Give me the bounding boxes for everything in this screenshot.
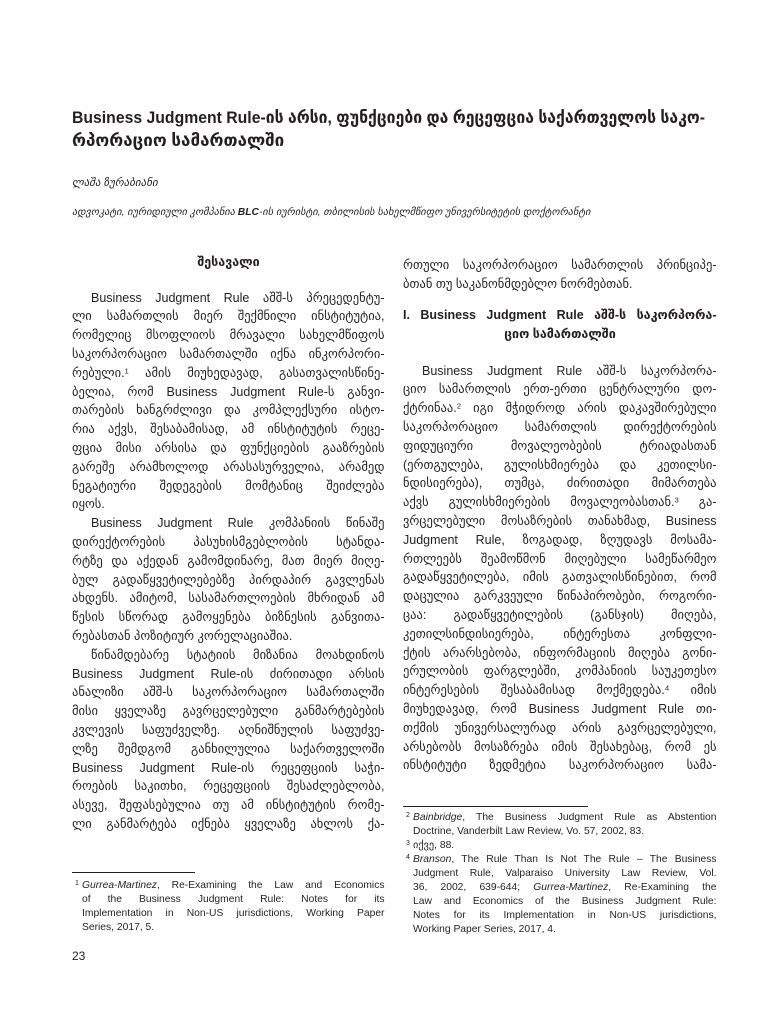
body-line: Business Judgment Rule კომპანიის წინაშე <box>91 516 385 531</box>
footnote-line: 36, 2002, 639-644; Gurrea-Martinez, Re-Examining the <box>413 882 717 893</box>
body-line: ლი განმარტება იქნება ყველაზე ახლოს ქა- <box>72 816 385 831</box>
author-affiliation: ადვოკატი, იურიდიული კომპანია BLC-ის იურისტი, თბილისის სახელმწიფო უნივერსიტეტის დოქტორანტი <box>72 207 591 218</box>
footnote-line: Law and Economics of the Business Judgment Rule: <box>413 896 717 907</box>
footnote-reference: 1 <box>124 366 129 376</box>
body-line: ბელია, რომ Business Judgment Rule-ს განვი- <box>72 384 385 399</box>
body-line: ფიდუციური მოვალეობების ტრიადასთან <box>403 438 717 453</box>
body-line: მისი ყველაზე გავრცელებული განმარტებების <box>72 704 385 719</box>
footnote-line: 4 Branson, The Rule Than Is Not The Rule – The Business <box>403 853 717 867</box>
author-name: ლაშა ზურაბიანი <box>72 177 158 189</box>
footnote-line: 3 იქვე, 88. <box>403 839 717 853</box>
body-line: როების საკითხი, რეცეფციის შესაძლებლობა, <box>72 779 385 794</box>
body-line: გარეშე არამხოლოდ არასასურველია, არამედ <box>72 459 385 474</box>
footnote-separator <box>403 806 588 807</box>
body-line: ქტრინაა.$^2$ იგი მჭიდროდ არის დაკავშირებული <box>403 401 717 416</box>
footnote-number: 4 <box>406 854 410 861</box>
body-line: ბთან თუ საკანონმდებლო ნორმებთან. <box>403 276 633 291</box>
body-line: კვლევის საფუძველზე. აღნიშნულის საფუძვე- <box>72 722 385 737</box>
body-line: ლზე შემდგომ განხილულია საქართველოში <box>72 741 385 756</box>
body-line: რია აქვს, შესაბამისად, ამ ინსტიტუტის რეცე- <box>72 422 385 437</box>
body-line: რებასთან პოზიტიურ კორელაციაშია. <box>72 628 293 643</box>
body-line: აქვს გულისხმიერების მოვალეობასთან.$^3$ გა- <box>403 495 717 510</box>
body-line: რომელიც მსოფლიოს მრავალი სახელმწიფოს <box>72 328 385 343</box>
body-line: ინტერესების შესაბამისად მოქმედება.$^4$ იმის <box>403 683 717 698</box>
body-line: Business Judgment Rule აშშ-ს პრეცედენტუ- <box>91 290 385 305</box>
body-line: დირექტორების პასუხისმგებლობის სტანდა- <box>72 534 385 549</box>
body-line: ერულობის ფარგლებში, კომპანიის საუკეთესო <box>403 664 717 679</box>
footnote-line: Judgment Rule, Valparaiso University Law Review, Vol. <box>413 868 717 879</box>
footnote-number: 1 <box>75 880 79 887</box>
body-line: მიუხედავად, რომ Business Judgment Rule თი- <box>403 701 717 716</box>
body-line: რტზე და აქედან გამომდინარე, მათ მიერ მიღე- <box>72 553 385 568</box>
body-line: Business Judgment Rule-ის ძირითადი არსის <box>72 666 385 681</box>
body-line: ციო სამართლის ერთ-ერთი ცენტრალური დო- <box>403 382 717 397</box>
body-line: დაცულია გარკვეული წინაპირობები, როგორი- <box>403 589 717 604</box>
body-line: ნეგატიური შედეგების მომტანიც შეიძლება <box>72 478 385 493</box>
page-number: 23 <box>72 949 86 963</box>
footnotes-right <box>403 811 717 937</box>
body-line: რებული.$^1$ ამის მიუხედავად, გასათვალისწინე- <box>72 365 385 380</box>
body-line: ვრცელებული მოსაზრების თანახმად, Business <box>403 513 717 528</box>
footnote-reference: 4 <box>664 683 670 693</box>
heading-line: ციო სამართალში <box>504 326 616 341</box>
body-line: საკორპორაციო სამართლის დირექტორების <box>403 419 717 434</box>
body-line: თარების ხანგრძლივი და კომპლექსური ისტო- <box>72 403 385 418</box>
footnote-line: Implementation in Non-US jurisdictions, Working Paper <box>82 908 385 919</box>
footnotes-left <box>72 879 385 935</box>
body-line: წინამდებარე სტატიის მიზანია მოახდინოს <box>91 647 385 662</box>
footnote-line: 2 Bainbridge, The Business Judgment Rule as Abstention <box>403 811 717 825</box>
body-line: კეთილსინდისიერება, ინტერესთა კონფლი- <box>403 626 717 641</box>
body-line: ლი სამართლის მიერ შექმნილი ინსტიტუტია, <box>72 309 385 324</box>
body-line: გადაწყვეტილება, იმის გათვალისწინებით, რომ <box>403 570 717 585</box>
body-line: ანალიზი აშშ-ს საკორპორაციო სამართალში <box>72 685 385 700</box>
body-line: ნდისიერება), თუმცა, ძირითადი მიმართება <box>403 476 717 491</box>
body-line: Judgment Rule, ზოგადად, ზღუდავს მოსამა- <box>403 532 717 547</box>
left-column-body <box>72 289 385 834</box>
body-line: ახდენს. ამიტომ, სასამართლოების მხრიდან ამ <box>72 591 385 606</box>
body-line: ცაა: გადაწყვეტილების (განსჯის) მიღება, <box>403 607 717 622</box>
body-line: საკორპორაციო სამართალში იქნა ინკორპორი- <box>72 346 385 361</box>
body-line: Business Judgment Rule-ის რეცეფციის საჭი- <box>72 760 385 775</box>
footnote-line: Series, 2017, 5. <box>82 922 155 933</box>
footnote-line: Working Paper Series, 2017, 4. <box>413 924 556 935</box>
section-heading-1 <box>403 306 717 344</box>
title-line: Business Judgment Rule-ის არსი, ფუნქციები და რეცეფცია საქართველოს საკო- <box>72 108 705 127</box>
body-line: წესის სწორად გამოყენება ბიზნესის განვითა- <box>72 610 385 625</box>
footnote-line: 1 Gurrea-Martinez, Re-Examining the Law and Economics <box>72 879 385 893</box>
body-line: Business Judgment Rule აშშ-ს საკორპორა- <box>422 363 717 378</box>
heading-line: I. Business Judgment Rule აშშ-ს საკორპორა- <box>403 308 717 322</box>
title-line: რპორაციო სამართალში <box>72 131 285 150</box>
footnote-line: of the Business Judgment Rule: Notes for its <box>82 894 385 905</box>
body-line: ფცია მისი არსისა და ფუნქციების გააზრების <box>72 440 385 455</box>
article-title <box>72 106 705 152</box>
footnote-number: 2 <box>406 812 410 819</box>
body-line: ინსტიტუტი ზედმეტია საკორპორაციო სამა- <box>403 758 717 773</box>
footnote-reference: 2 <box>456 401 462 411</box>
body-line: რთლეებს შეამოწმონ მიღებული სამეწარმეო <box>403 551 717 566</box>
body-line: ქტის არარსებობა, ინფორმაციის მიღება გონი- <box>403 645 717 660</box>
body-line: (ერთგულება, გულისხმიერება და კეთილსი- <box>403 457 717 472</box>
footnote-separator <box>72 872 195 873</box>
body-line: რთული საკორპორაციო სამართლის პრინციპე- <box>403 258 717 272</box>
footnote-reference: 3 <box>674 495 679 505</box>
body-line: ასევე, შეფასებულია თუ ამ ინსტიტუტის რომე- <box>72 798 385 813</box>
body-line: იყოს. <box>72 497 105 512</box>
body-line: ბულ გადაწყვეტილებებზე პირდაპირ გავლენას <box>72 572 385 587</box>
footnote-line: Notes for its Implementation in Non-US jurisdictions, <box>413 910 717 921</box>
body-line: თქმის უნივერსალურად არის გავრცელებული, <box>403 720 717 735</box>
footnote-line: Doctrine, Vanderbilt Law Review, Vo. 57, 2002, 83. <box>413 826 645 837</box>
right-column-intro <box>403 256 717 294</box>
body-line: არსებობს მოსაზრება იმის შესახებაც, რომ ეს <box>403 739 717 754</box>
section-heading-introduction: შესავალი <box>197 254 260 269</box>
right-column-body <box>403 362 717 776</box>
footnote-number: 3 <box>406 840 410 847</box>
